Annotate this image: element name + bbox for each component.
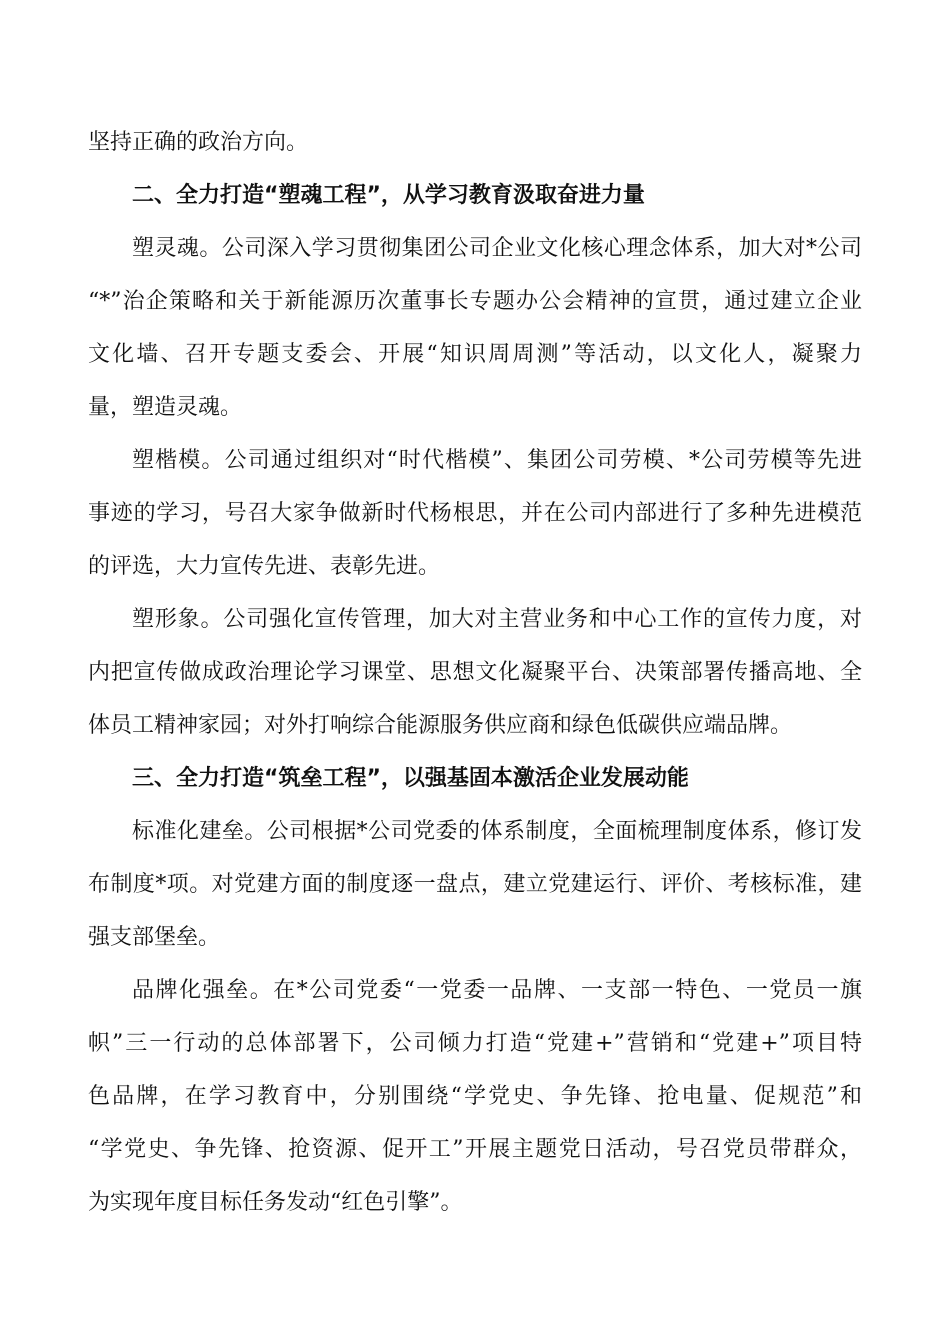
paragraph-line: 事迹的学习，号召大家争做新时代杨根思，并在公司内部进行了多种先进模范 <box>88 501 862 526</box>
paragraph-line: 标准化建垒。公司根据*公司党委的体系制度，全面梳理制度体系，修订发 <box>132 819 862 844</box>
paragraph-line: 文化墙、召开专题支委会、开展“知识周周测”等活动，以文化人，凝聚力 <box>88 342 862 367</box>
paragraph-line: 的评选，大力宣传先进、表彰先进。 <box>88 554 441 579</box>
paragraph-line: 帜”三一行动的总体部署下，公司倾力打造“党建+”营销和“党建+”项目特 <box>88 1031 862 1056</box>
section-heading-3: 三、全力打造“筑垒工程”，以强基固本激活企业发展动能 <box>132 766 689 791</box>
section-heading-2: 二、全力打造“塑魂工程”，从学习教育汲取奋进力量 <box>132 183 645 208</box>
paragraph-line: 强支部堡垒。 <box>88 925 221 950</box>
paragraph-line: 量，塑造灵魂。 <box>88 395 243 420</box>
paragraph-line: 内把宣传做成政治理论学习课堂、思想文化凝聚平台、决策部署传播高地、全 <box>88 660 862 685</box>
paragraph-line: 塑楷模。公司通过组织对“时代楷模”、集团公司劳模、*公司劳模等先进 <box>132 448 862 473</box>
paragraph-line: 塑形象。公司强化宣传管理，加大对主营业务和中心工作的宣传力度，对 <box>132 607 862 632</box>
paragraph-line: 体员工精神家园；对外打响综合能源服务供应商和绿色低碳供应端品牌。 <box>88 713 793 738</box>
paragraph-line: 塑灵魂。公司深入学习贯彻集团公司企业文化核心理念体系，加大对*公司 <box>132 236 862 261</box>
paragraph-line: 坚持正确的政治方向。 <box>88 130 309 155</box>
document-page <box>88 128 862 1241</box>
paragraph-line: 布制度*项。对党建方面的制度逐一盘点，建立党建运行、评价、考核标准，建 <box>88 872 862 897</box>
paragraph-line: “*”治企策略和关于新能源历次董事长专题办公会精神的宣贯，通过建立企业 <box>88 289 862 314</box>
paragraph-line: “学党史、争先锋、抢资源、促开工”开展主题党日活动，号召党员带群众， <box>88 1137 862 1162</box>
paragraph-line: 为实现年度目标任务发动“红色引擎”。 <box>88 1190 463 1215</box>
paragraph-line: 色品牌，在学习教育中，分别围绕“学党史、争先锋、抢电量、促规范”和 <box>88 1084 862 1109</box>
paragraph-line: 品牌化强垒。在*公司党委“一党委一品牌、一支部一特色、一党员一旗 <box>132 978 862 1003</box>
